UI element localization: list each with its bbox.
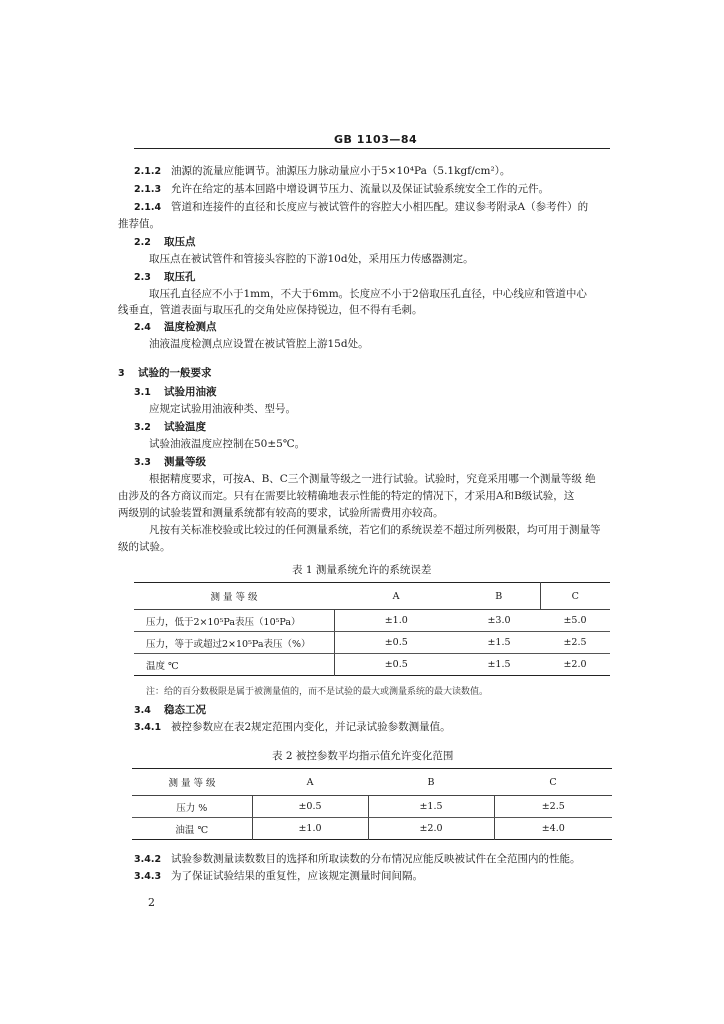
heading-2-3: 2.3 取压孔 xyxy=(134,271,196,283)
clause-2-1-4-cont: 推荐值。 xyxy=(118,218,160,230)
para-3-3-line3: 两级别的试验装置和测量系统都有较高的要求，试验所需费用亦较高。 xyxy=(118,507,444,519)
page-number: 2 xyxy=(148,896,155,909)
table2-header-b: B xyxy=(368,769,494,796)
para-2-2: 取压点在被试管件和管接头容腔的下游10d处，采用压力传感器测定。 xyxy=(149,253,474,265)
table-1 xyxy=(134,582,610,676)
clause-2-1-4: 2.1.4 管道和连接件的直径和长度应与被试管件的容腔大小相匹配。建议参考附录A（参考件）的 xyxy=(134,201,589,213)
table-row: 温度 ℃ ±0.5 ±1.5 ±2.0 xyxy=(134,654,610,676)
para-2-4: 油液温度检测点应设置在被试管腔上游15d处。 xyxy=(149,338,369,350)
para-3-3-line2: 由涉及的各方商议而定。只有在需要比较精确地表示性能的特定的情况下，才采用A和B级试验，这 xyxy=(118,490,575,502)
table2-header-c: C xyxy=(494,769,612,796)
table1-header-c: C xyxy=(540,583,610,610)
table1-note: 注：给的百分数极限是属于被测量值的，而不是试验的最大或测量系统的最大读数值。 xyxy=(146,687,489,697)
heading-2-4: 2.4 温度检测点 xyxy=(134,321,217,333)
table2-header-grade: 测 量 等 级 xyxy=(132,769,252,796)
table1-header-grade: 测 量 等 级 xyxy=(134,583,334,610)
table-row: 压力，低于2×10⁵Pa表压（10⁵Pa） ±1.0 ±3.0 ±5.0 xyxy=(134,610,610,632)
table1-caption: 表 1 测量系统允许的系统误差 xyxy=(292,564,432,576)
table1-header-a: A xyxy=(334,583,458,610)
heading-3-1: 3.1 试验用油液 xyxy=(134,386,217,398)
table2-header-row xyxy=(132,769,612,796)
table-row: 压力 % ±0.5 ±1.5 ±2.5 xyxy=(132,796,612,818)
heading-3: 3 试验的一般要求 xyxy=(118,367,212,379)
para-3-1: 应规定试验用油液种类、型号。 xyxy=(149,403,296,415)
table2-header-a: A xyxy=(252,769,368,796)
para-3-2: 试验油液温度应控制在50±5℃。 xyxy=(149,438,306,450)
para-2-3-line2: 线垂直，管道表面与取压孔的交角处应保持锐边，但不得有毛刺。 xyxy=(118,304,423,316)
clause-2-1-3: 2.1.3 允许在给定的基本回路中增设调节压力、流量以及保证试验系统安全工作的元件。 xyxy=(134,183,549,195)
heading-3-3: 3.3 测量等级 xyxy=(134,456,206,468)
para-2-3-line1: 取压孔直径应不小于1mm，不大于6mm。长度应不小于2倍取压孔直径，中心线应和管道中心 xyxy=(149,288,587,300)
para-3-3-line1: 根据精度要求，可按A、B、C三个测量等级之一进行试验。试验时，究竟采用哪一个测量等级 绝 xyxy=(149,473,596,485)
table2-caption: 表 2 被控参数平均指示值允许变化范围 xyxy=(272,750,454,762)
heading-2-2: 2.2 取压点 xyxy=(134,236,196,248)
clause-2-1-2: 2.1.2 油源的流量应能调节。油源压力脉动量应小于5×10⁴Pa（5.1kgf/cm²）。 xyxy=(134,165,511,177)
table-row: 压力，等于或超过2×10⁵Pa表压（%） ±0.5 ±1.5 ±2.5 xyxy=(134,632,610,654)
clause-3-4-3: 3.4.3 为了保证试验结果的重复性，应该规定测量时间间隔。 xyxy=(134,870,423,882)
para-3-3-line4: 凡按有关标准校验或比较过的任何测量系统，若它们的系统误差不超过所列极限，均可用于测量等 xyxy=(149,524,601,536)
table-2 xyxy=(132,768,612,840)
table1-header-b: B xyxy=(458,583,540,610)
heading-3-2: 3.2 试验温度 xyxy=(134,421,206,433)
heading-3-4: 3.4 稳态工况 xyxy=(134,704,206,716)
clause-3-4-1: 3.4.1 被控参数应在表2规定范围内变化，并记录试验参数测量值。 xyxy=(134,721,451,733)
header-rule xyxy=(134,148,610,149)
standard-header: GB 1103—84 xyxy=(334,133,418,146)
clause-3-4-2: 3.4.2 试验参数测量读数数目的选择和所取读数的分布情况应能反映被试件在全范围内的性能。 xyxy=(134,853,581,865)
para-3-3-line5: 级的试验。 xyxy=(118,541,171,553)
table-row: 油温 ℃ ±1.0 ±2.0 ±4.0 xyxy=(132,818,612,840)
table1-header-row xyxy=(134,583,610,610)
